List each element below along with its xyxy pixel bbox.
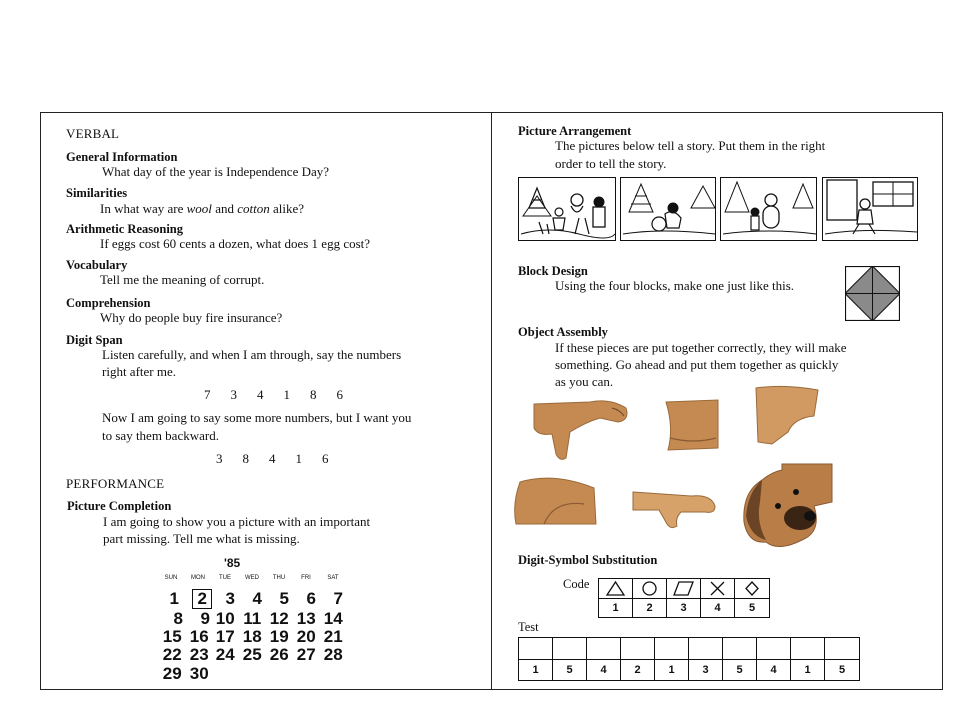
picture-completion-line-2: part missing. Tell me what is missing. — [103, 531, 300, 546]
code-digit-cell: 5 — [734, 598, 770, 618]
calendar-day: 14 — [323, 609, 343, 628]
calendar-weekday-row — [161, 575, 351, 585]
weekday-label: TUE — [219, 575, 231, 581]
calendar-day: 21 — [323, 627, 343, 646]
calendar-day: 30 — [189, 664, 209, 683]
calendar-day: 11 — [243, 609, 262, 628]
weekday-label: FRI — [301, 575, 311, 581]
weekday-label: THU — [272, 575, 286, 581]
test-answer-cell[interactable] — [586, 637, 621, 660]
digit-symbol-heading: Digit-Symbol Substitution — [518, 553, 658, 567]
comprehension-heading: Comprehension — [66, 296, 151, 310]
story-panel — [720, 177, 817, 241]
backward-digit: 4 — [269, 451, 276, 466]
code-symbol-cell — [734, 578, 770, 599]
backward-instruction-line-1: Now I am going to say some more numbers, but I want you — [102, 410, 412, 425]
block-design-instruction: Using the four blocks, make one just like this. — [555, 278, 795, 293]
parallelogram-icon — [667, 579, 700, 598]
picture-completion-line-1: I am going to show you a picture with an important — [103, 514, 371, 529]
calendar-day: 15 — [162, 627, 182, 646]
calendar-day: 23 — [189, 645, 209, 664]
forward-digit: 6 — [336, 387, 343, 402]
calendar-day: 24 — [215, 645, 235, 664]
block-design-figure — [845, 266, 900, 321]
general-information-question: What day of the year is Independence Day? — [102, 164, 330, 179]
test-digit-cell: 2 — [620, 659, 655, 681]
test-answer-cell[interactable] — [790, 637, 825, 660]
object-assembly-line-2: something. Go ahead and put them together as quickly — [555, 357, 839, 372]
code-table — [598, 578, 770, 618]
calendar-day: 1 — [169, 589, 179, 608]
test-answer-cell[interactable] — [722, 637, 757, 660]
arithmetic-reasoning-heading: Arithmetic Reasoning — [66, 222, 183, 236]
weekday-label: MON — [191, 575, 205, 581]
calendar-year: '85 — [224, 556, 241, 570]
calendar-day: 26 — [269, 645, 289, 664]
test-digit-cell: 4 — [586, 659, 621, 681]
calendar-day: 16 — [189, 627, 209, 646]
calendar-day: 4 — [252, 589, 262, 608]
vocabulary-question: Tell me the meaning of corrupt. — [100, 272, 265, 287]
arithmetic-reasoning-question: If eggs cost 60 cents a dozen, what does 1 egg cost? — [100, 236, 371, 251]
performance-section-title: PERFORMANCE — [66, 476, 165, 491]
calendar-day: 20 — [296, 627, 316, 646]
digit-span-line-2: right after me. — [102, 364, 176, 379]
comprehension-question: Why do people buy fire insurance? — [100, 310, 283, 325]
story-panel — [822, 177, 918, 241]
test-digit-cell: 4 — [756, 659, 791, 681]
story-panel-drawing — [621, 178, 716, 241]
test-answer-cell[interactable] — [620, 637, 655, 660]
backward-instruction-line-2: to say them backward. — [102, 428, 219, 443]
calendar-day: 7 — [333, 589, 343, 608]
puzzle-piece-back — [754, 384, 820, 446]
picture-completion-heading: Picture Completion — [67, 499, 172, 513]
test-answer-cell[interactable] — [688, 637, 723, 660]
weekday-label: WED — [245, 575, 259, 581]
story-panel — [518, 177, 616, 241]
calendar-day: 27 — [296, 645, 316, 664]
code-label: Code — [563, 577, 590, 591]
backward-digit: 8 — [242, 451, 249, 466]
verbal-section-title: VERBAL — [66, 126, 120, 141]
triangle-icon — [599, 579, 632, 598]
column-divider — [491, 112, 492, 690]
forward-digit: 4 — [257, 387, 264, 402]
test-table — [518, 637, 862, 682]
diamond-icon — [735, 579, 769, 598]
forward-digit: 1 — [283, 387, 290, 402]
code-digit-cell: 2 — [632, 598, 667, 618]
test-answer-cell[interactable] — [756, 637, 791, 660]
similarities-question: In what way are wool and cotton alike? — [100, 201, 305, 216]
general-information-heading: General Information — [66, 150, 178, 164]
backward-digit: 1 — [295, 451, 302, 466]
calendar-day: 8 — [173, 609, 183, 628]
weekday-label: SAT — [327, 575, 339, 581]
calendar-day: 28 — [323, 645, 343, 664]
calendar-grid — [161, 589, 351, 689]
test-answer-cell[interactable] — [552, 637, 587, 660]
test-digit-cell: 5 — [824, 659, 860, 681]
code-symbol-cell — [632, 578, 667, 599]
puzzle-piece-leg — [530, 398, 630, 464]
puzzle-piece-head — [742, 462, 834, 552]
picture-arrangement-heading: Picture Arrangement — [518, 124, 632, 138]
calendar-day-circled: 2 — [189, 589, 216, 609]
test-digit-cell: 3 — [688, 659, 723, 681]
test-digit-cell: 5 — [722, 659, 757, 681]
code-symbol-cell — [666, 578, 701, 599]
story-panel-drawing — [519, 178, 616, 241]
code-digit-cell: 3 — [666, 598, 701, 618]
picture-arrangement-line-2: order to tell the story. — [555, 156, 667, 171]
backward-digits — [216, 451, 349, 467]
forward-digit: 8 — [310, 387, 317, 402]
test-label: Test — [518, 620, 539, 634]
story-panel-drawing — [823, 178, 918, 241]
puzzle-piece-paw — [631, 488, 717, 530]
circled-day-box — [192, 589, 212, 609]
story-panel-drawing — [721, 178, 817, 241]
test-digit-cell: 1 — [790, 659, 825, 681]
puzzle-piece-hind — [514, 474, 598, 526]
vocabulary-heading: Vocabulary — [66, 258, 128, 272]
test-answer-cell[interactable] — [654, 637, 689, 660]
object-assembly-line-3: as you can. — [555, 374, 614, 389]
digit-span-line-1: Listen carefully, and when I am through, say the numbers — [102, 347, 402, 362]
object-assembly-line-1: If these pieces are put together correctly, they will make — [555, 340, 847, 355]
calendar-day: 3 — [225, 589, 235, 608]
block-design-heading: Block Design — [518, 264, 588, 278]
weekday-label: SUN — [164, 575, 178, 581]
calendar-day: 10 — [215, 609, 235, 628]
x-cross-icon — [701, 579, 734, 598]
backward-digit: 3 — [216, 451, 223, 466]
forward-digits — [204, 387, 363, 403]
calendar-day: 25 — [242, 645, 262, 664]
similarities-heading: Similarities — [66, 186, 128, 200]
picture-arrangement-line-1: The pictures below tell a story. Put them in the right — [555, 138, 826, 153]
forward-digit: 7 — [204, 387, 211, 402]
calendar-day: 5 — [279, 589, 289, 608]
backward-digit: 6 — [322, 451, 329, 466]
calendar-day: 19 — [269, 627, 289, 646]
calendar-day: 9 — [200, 609, 210, 628]
calendar-day: 22 — [162, 645, 182, 664]
test-answer-cell[interactable] — [824, 637, 860, 660]
digit-span-heading: Digit Span — [66, 333, 123, 347]
object-assembly-heading: Object Assembly — [518, 325, 608, 339]
forward-digit: 3 — [230, 387, 237, 402]
calendar-day: 12 — [269, 609, 289, 628]
calendar-day: 17 — [215, 627, 235, 646]
code-symbol-cell — [700, 578, 735, 599]
test-digit-cell: 5 — [552, 659, 587, 681]
test-digit-cell: 1 — [654, 659, 689, 681]
calendar-day: 29 — [162, 664, 182, 683]
test-answer-cell[interactable] — [518, 637, 553, 660]
calendar-day: 6 — [306, 589, 316, 608]
story-panel — [620, 177, 716, 241]
code-digit-cell: 4 — [700, 598, 735, 618]
test-digit-cell: 1 — [518, 659, 553, 681]
calendar-day: 13 — [296, 609, 316, 628]
calendar-day: 18 — [242, 627, 262, 646]
circle-icon — [633, 579, 666, 598]
code-symbol-cell — [598, 578, 633, 599]
puzzle-piece-chest — [664, 398, 720, 452]
code-digit-cell: 1 — [598, 598, 633, 618]
